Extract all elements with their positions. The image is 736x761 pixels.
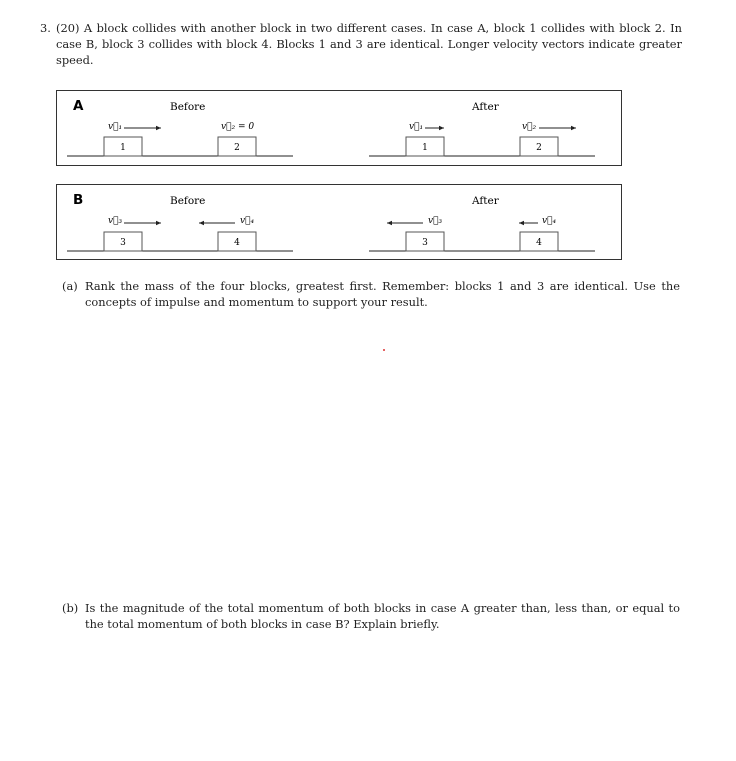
- case-a-after-label: After: [472, 101, 499, 113]
- case-b-before-label: Before: [170, 195, 206, 207]
- case-a-panel: [56, 90, 622, 166]
- case-b-letter: B: [73, 192, 84, 208]
- case-a-after-v2-label: v⃗₂: [522, 122, 537, 132]
- question-part-a: [62, 278, 680, 310]
- case-b-diagram: [57, 185, 623, 261]
- case-b-after-label: After: [472, 195, 499, 207]
- case-b-before-block-3-label: 3: [120, 238, 126, 248]
- case-a-before-block-1-label: 1: [120, 143, 126, 153]
- case-b-panel: [56, 184, 622, 260]
- case-a-letter: A: [73, 98, 84, 114]
- case-b-after-block-3-label: 3: [422, 238, 428, 248]
- case-a-before-block-2-label: 2: [234, 143, 240, 153]
- case-a-after-block-2-label: 2: [536, 143, 542, 153]
- part-b-text: Is the magnitude of the total momentum of both blocks in case A greater than, less than, or equal to the total momentum of both blocks in case B? Explain briefly.: [85, 601, 680, 631]
- case-b-after-block-4-label: 4: [536, 238, 542, 248]
- case-b-before-v3-label: v⃗₃: [108, 216, 123, 226]
- case-a-after-block-1-label: 1: [422, 143, 428, 153]
- stray-mark: [383, 349, 385, 351]
- case-a-before-v2-label: v⃗₂ = 0: [221, 122, 255, 132]
- problem-text: (20) A block collides with another block in two different cases. In case A, block 1 collides with block 2. In case B, block 3 collides with block 4. Blocks 1 and 3 are identical. Longer velocity vectors indicate greater speed.: [56, 21, 682, 67]
- case-a-after-v1-label: v⃗₁: [409, 122, 424, 132]
- question-part-b: [62, 600, 680, 632]
- case-a-before-v1-label: v⃗₁: [108, 122, 123, 132]
- case-b-after-v3-label: v⃗₃: [428, 216, 443, 226]
- problem-number: 3.: [40, 21, 51, 35]
- case-b-after-v4-label: v⃗₄: [542, 216, 557, 226]
- part-a-text: Rank the mass of the four blocks, greatest first. Remember: blocks 1 and 3 are identical. Use the concepts of impulse and momentum to support your result.: [85, 279, 680, 309]
- part-b-label: (b): [62, 601, 79, 615]
- case-a-diagram: [57, 91, 623, 167]
- case-b-before-v4-label: v⃗₄: [240, 216, 255, 226]
- problem-statement: [40, 20, 682, 68]
- part-a-label: (a): [62, 279, 78, 293]
- case-b-before-block-4-label: 4: [234, 238, 240, 248]
- case-a-before-label: Before: [170, 101, 206, 113]
